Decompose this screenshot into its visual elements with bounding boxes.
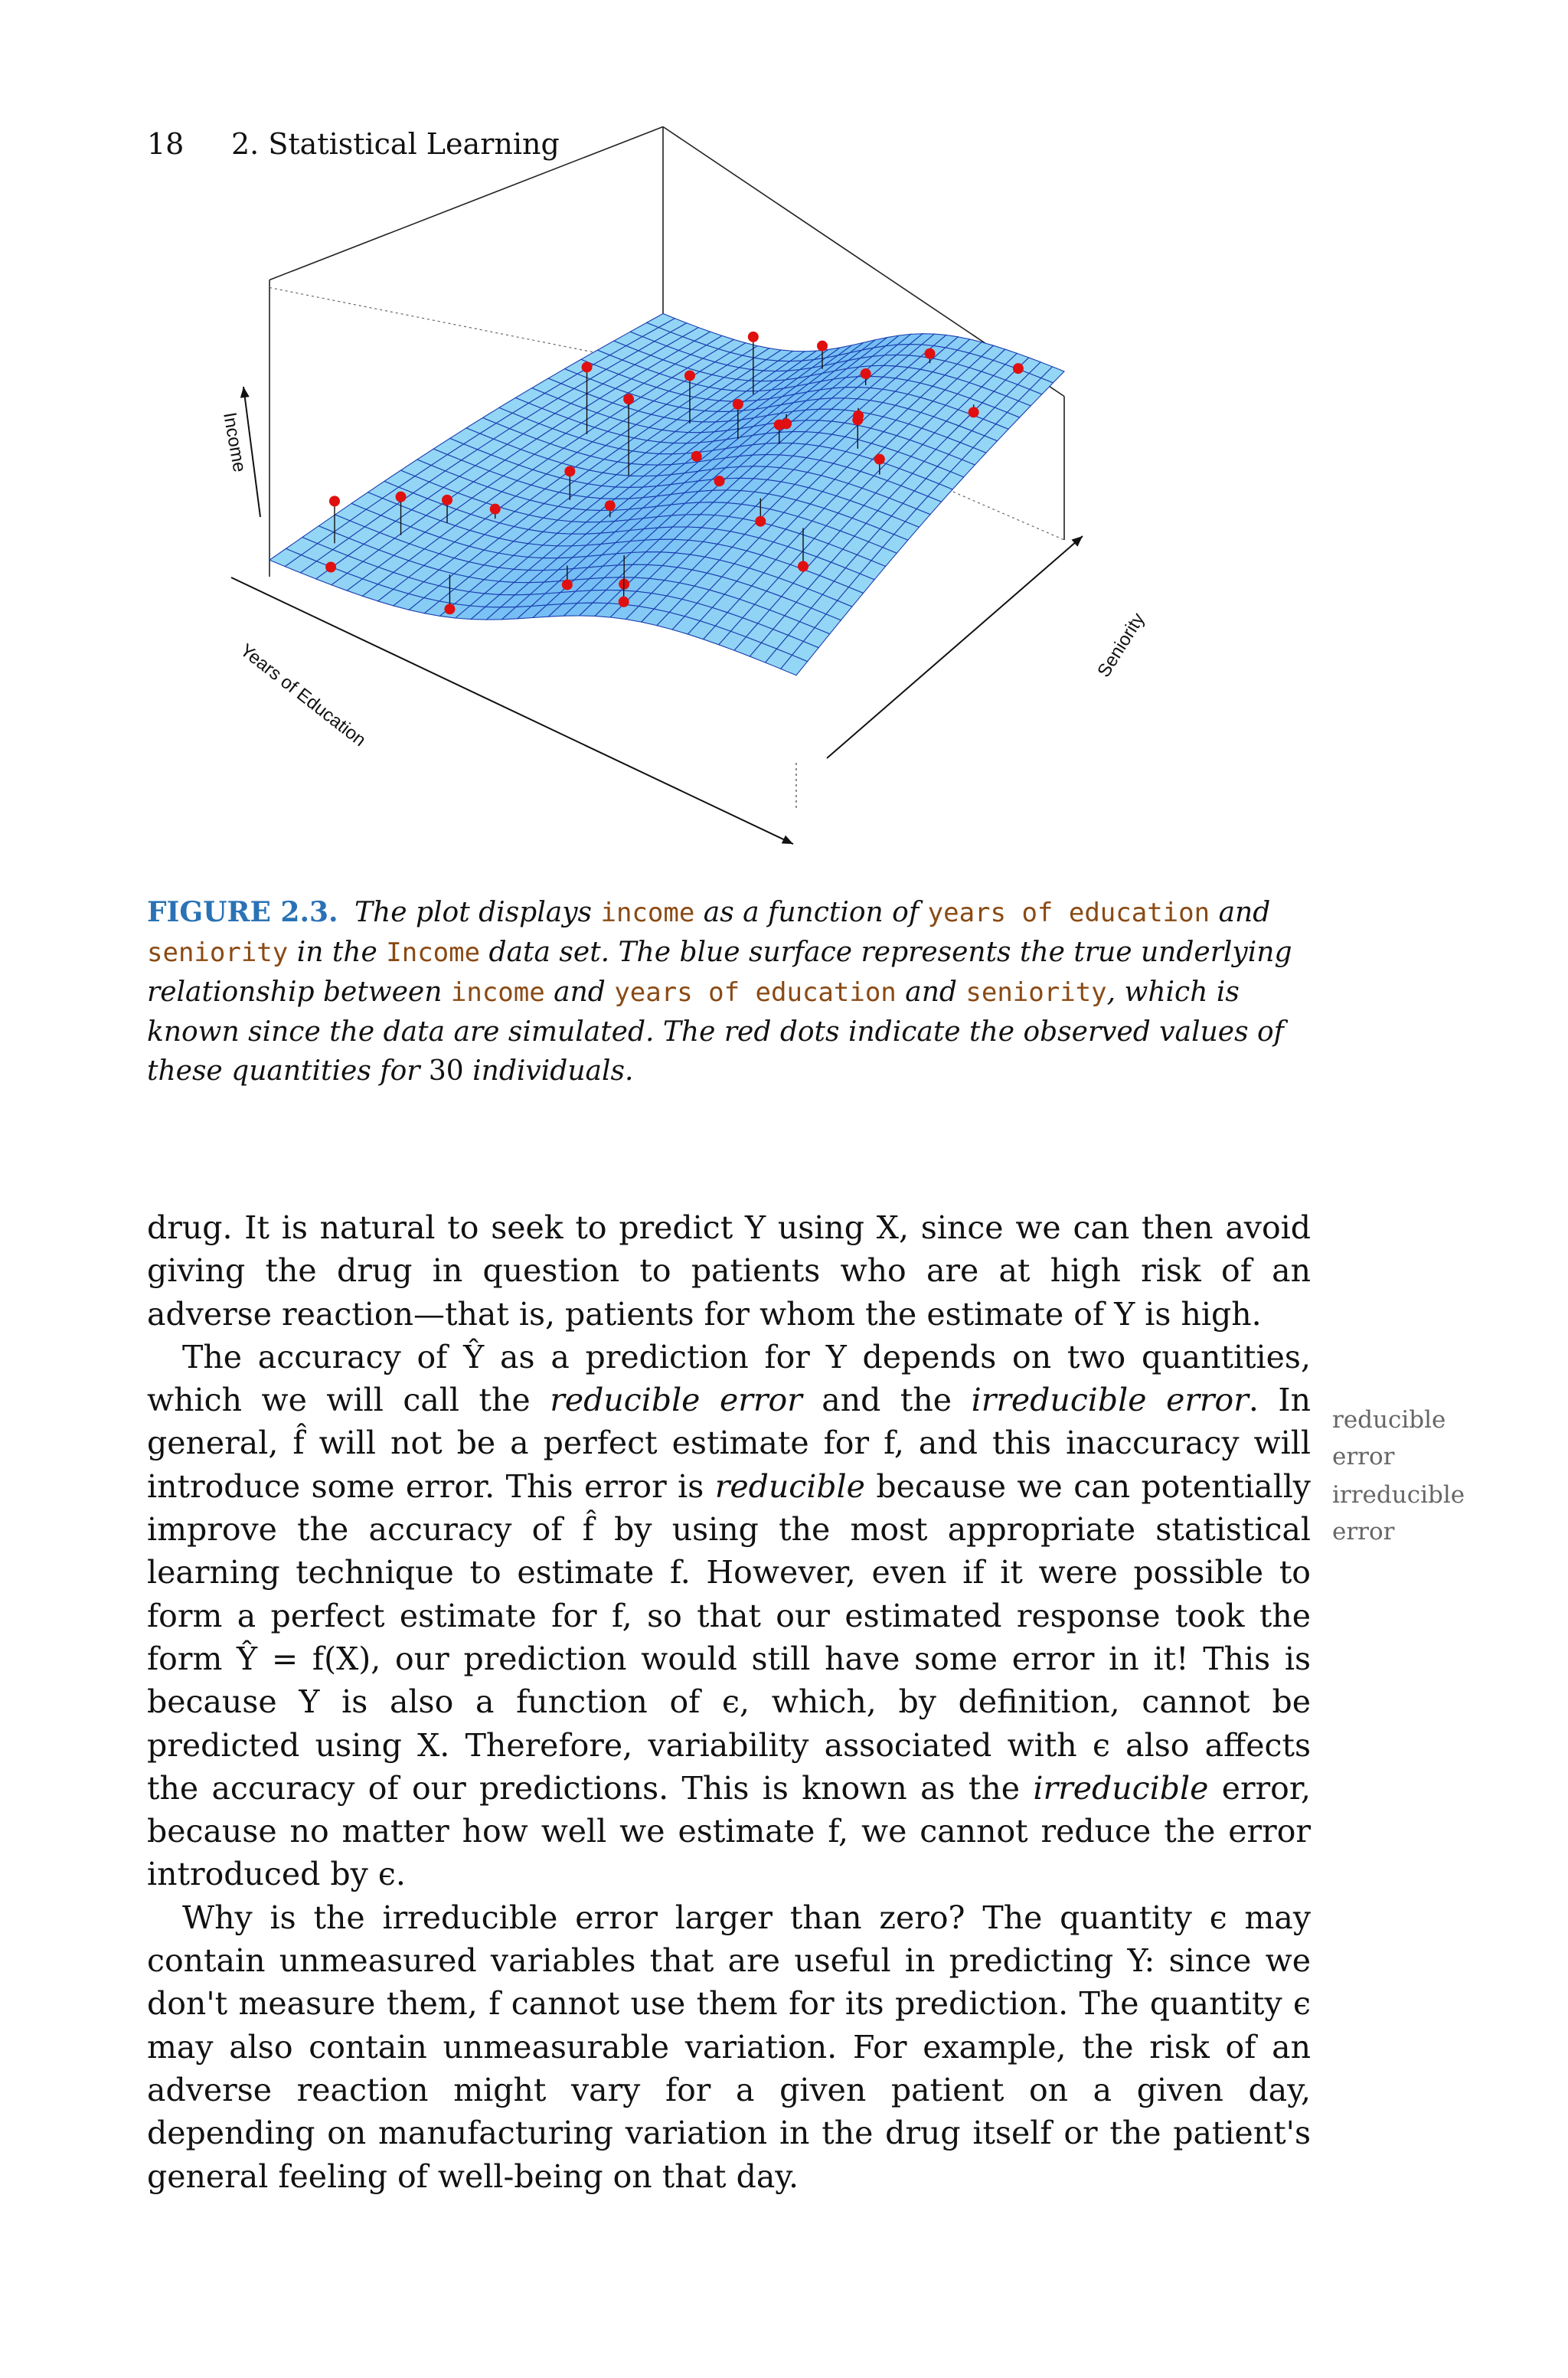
caption-code: seniority: [147, 937, 289, 968]
observed-point: [755, 516, 766, 527]
text-run: . In general, f̂ will not be a perfect estimate for f, and this inaccuracy will introduce some error. This error is: [147, 1382, 1311, 1505]
observed-point: [969, 407, 979, 417]
term-irreducible-error: irreducible error: [971, 1382, 1249, 1419]
observed-point: [798, 561, 808, 572]
term-reducible-error: reducible error: [550, 1382, 802, 1419]
caption-text: The plot displays: [354, 897, 593, 928]
caption-code: seniority: [965, 977, 1107, 1008]
observed-point: [748, 332, 759, 342]
caption-label: FIGURE 2.3.: [147, 896, 338, 928]
observed-point: [1013, 363, 1024, 374]
text-run: error, because no matter how well we estimate f, we cannot reduce the error introduced by ϵ.: [147, 1769, 1311, 1893]
observed-point: [817, 341, 828, 352]
margin-note-reducible: reducible error: [1332, 1406, 1446, 1470]
running-head: [147, 127, 560, 161]
true-surface: [270, 314, 1064, 675]
observed-point: [733, 399, 743, 410]
observed-point: [564, 466, 575, 476]
caption-code: years of education: [614, 977, 897, 1008]
caption-code: income: [450, 977, 545, 1008]
observed-point: [774, 420, 785, 430]
term-irreducible: irreducible: [1033, 1769, 1209, 1807]
observed-point: [691, 451, 702, 462]
observed-point: [490, 504, 501, 515]
caption-code: years of education: [927, 898, 1210, 928]
observed-point: [325, 562, 336, 573]
body-text: [147, 1206, 1311, 2198]
observed-point: [684, 370, 695, 381]
figure-caption: [147, 893, 1311, 1091]
seniority-axis-label: Seniority: [1093, 609, 1149, 682]
observed-point: [861, 368, 871, 379]
page-number: 18: [147, 127, 185, 161]
text-run: because we can potentially improve the accuracy of f̂ by using the most appropriate statistical learning technique to estimate f. However, even if it were possible to form a perfect estimate for f, so that our estimated response took the form Ŷ = f(X), our prediction would still have some error in it! This is because Y is also a function of ϵ, which, by definition, cannot be predicted using X. Therefore, variability associated with ϵ also affects the accuracy of our predictions. This is known as the: [147, 1467, 1311, 1807]
observed-point: [329, 496, 340, 506]
observed-point: [874, 454, 885, 465]
caption-text: in the: [296, 937, 377, 968]
caption-text: , which is known since the data are simulated. The red dots indicate the observed values of these quantities for: [147, 976, 1284, 1087]
margin-note-irreducible: irreducible error: [1332, 1481, 1465, 1546]
observed-point: [562, 579, 573, 590]
paragraph: [147, 1336, 1311, 1896]
caption-number: 30: [428, 1055, 464, 1087]
observed-point: [852, 414, 863, 425]
caption-text: and: [554, 976, 606, 1008]
caption-text: and: [905, 976, 957, 1008]
observed-point: [605, 500, 616, 511]
observed-point: [396, 492, 407, 502]
income-axis-arrow-head: [240, 387, 250, 398]
surface-plot-figure: [219, 214, 1149, 858]
text-run: The accuracy of Ŷ as a prediction for Y depends on two quantities, which we will call the: [147, 1338, 1311, 1419]
observed-point: [714, 476, 725, 486]
observed-point: [442, 495, 452, 505]
caption-text: as a function of: [703, 897, 920, 928]
education-axis-label: Years of Education: [236, 639, 370, 751]
caption-text: and: [1218, 897, 1271, 928]
observed-point: [619, 597, 629, 607]
caption-code: income: [600, 898, 695, 928]
term-reducible: reducible: [714, 1467, 865, 1505]
chapter-title: 2. Statistical Learning: [231, 127, 560, 161]
caption-text: individuals.: [472, 1055, 634, 1087]
observed-point: [582, 361, 593, 372]
caption-text: data set. The blue surface represents the true underlying relationship between: [147, 937, 1292, 1008]
text-run: and the: [822, 1382, 952, 1419]
caption-code: Income: [386, 937, 481, 968]
paragraph: Why is the irreducible error larger than zero? The quantity ϵ may contain unmeasured variables that are useful in predicting Y: since we don't measure them, f cannot use them for its prediction. The quantity ϵ may also contain unmeasurable variation. For example, the risk of an adverse reaction might vary for a given patient on a given day, depending on manufacturing variation in the drug itself or the patient's general feeling of well-being on that day.: [147, 1899, 1311, 2195]
observed-point: [623, 394, 634, 404]
observed-point: [924, 348, 935, 359]
observed-point: [444, 603, 455, 614]
income-axis-label: Income: [219, 411, 250, 474]
paragraph: drug. It is natural to seek to predict Y using X, since we can then avoid giving the drug in question to patients who are at high risk of an adverse reaction—that is, patients for whom the estimate of Y is high.: [147, 1209, 1311, 1333]
